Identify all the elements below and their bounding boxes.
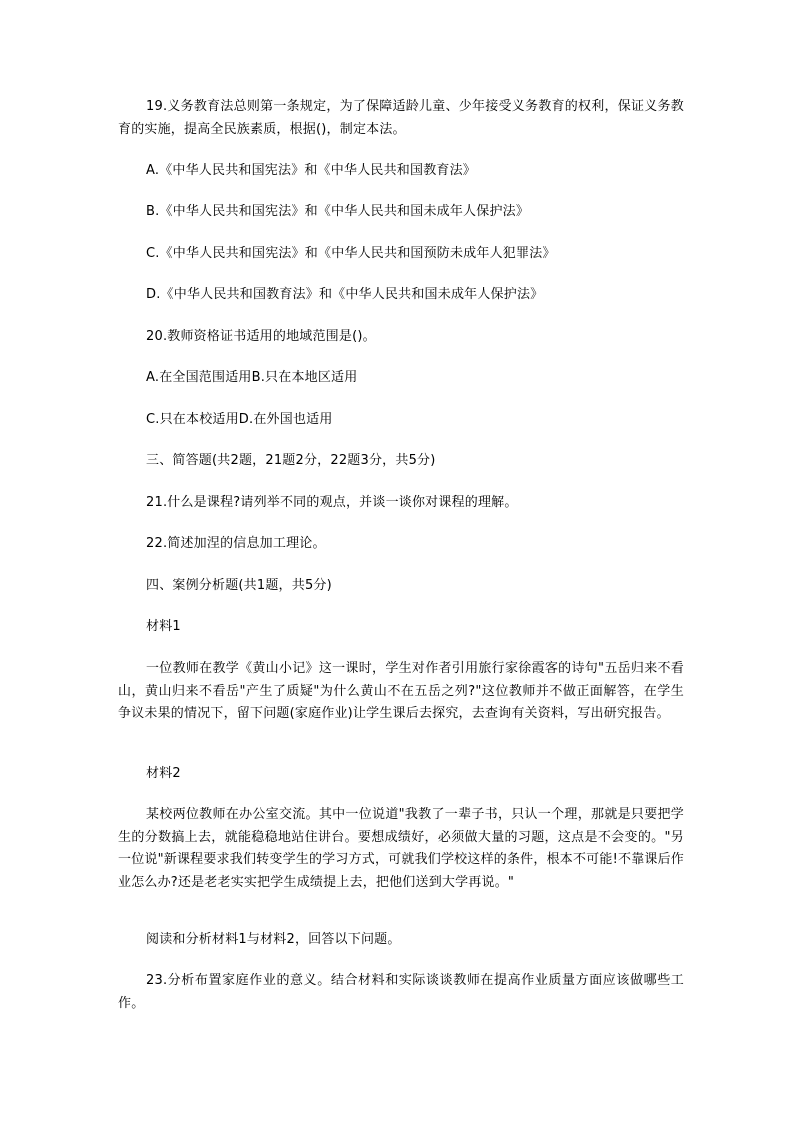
material-1-heading: 材料1 [146, 619, 181, 634]
question-20-options-ab: A.在全国范围适用B.只在本地区适用 [146, 370, 358, 385]
question-19-option-a: A.《中华人民共和国宪法》和《中华人民共和国教育法》 [146, 163, 476, 178]
question-23-text: 23.分析布置家庭作业的意义。结合材料和实际谈谈教师在提高作业质量方面应该做哪些工作。 [118, 973, 684, 1011]
question-21-text: 21.什么是课程?请列举不同的观点，并谈一谈你对课程的理解。 [146, 495, 518, 510]
question-19-option-c: C.《中华人民共和国宪法》和《中华人民共和国预防未成年人犯罪法》 [146, 246, 556, 261]
material-2-text: 某校两位教师在办公室交流。其中一位说道"我教了一辈子书，只认一个理，那就是只要把学生的分数搞上去，就能稳稳地站住讲台。要想成绩好，必须做大量的习题，这点是不会变的。"另一位说"新课程要求我们转变学生的学习方式，可就我们学校这样的条件，根本不可能!不靠课后作业怎么办?还是老老实实把学生成绩提上去，把他们送到大学再说。" [118, 807, 684, 890]
question-20-text: 20.教师资格证书适用的地域范围是()。 [146, 329, 376, 344]
question-22-text: 22.简述加涅的信息加工理论。 [146, 536, 326, 551]
material-1-text: 一位教师在教学《黄山小记》这一课时，学生对作者引用旅行家徐霞客的诗句"五岳归来不看山，黄山归来不看岳"产生了质疑"为什么黄山不在五岳之列?"这位教师并不做正面解答，在学生争议未果的情况下，留下问题(家庭作业)让学生课后去探究，去查询有关资料，写出研究报告。 [118, 661, 684, 721]
section-case-analysis-heading: 四、案例分析题(共1题，共5分) [146, 578, 332, 593]
reading-instruction: 阅读和分析材料1与材料2，回答以下问题。 [146, 932, 401, 947]
section-short-answer-heading: 三、简答题(共2题，21题2分，22题3分，共5分) [146, 453, 436, 468]
question-20-options-cd: C.只在本校适用D.在外国也适用 [146, 412, 333, 427]
question-19-option-b: B.《中华人民共和国宪法》和《中华人民共和国未成年人保护法》 [146, 204, 530, 219]
question-19-text: 19.义务教育法总则第一条规定，为了保障适龄儿童、少年接受义务教育的权利，保证义务教育的实施，提高全民族素质，根据()，制定本法。 [118, 99, 684, 137]
question-19-option-d: D.《中华人民共和国教育法》和《中华人民共和国未成年人保护法》 [146, 287, 544, 302]
material-2-heading: 材料2 [146, 766, 181, 781]
